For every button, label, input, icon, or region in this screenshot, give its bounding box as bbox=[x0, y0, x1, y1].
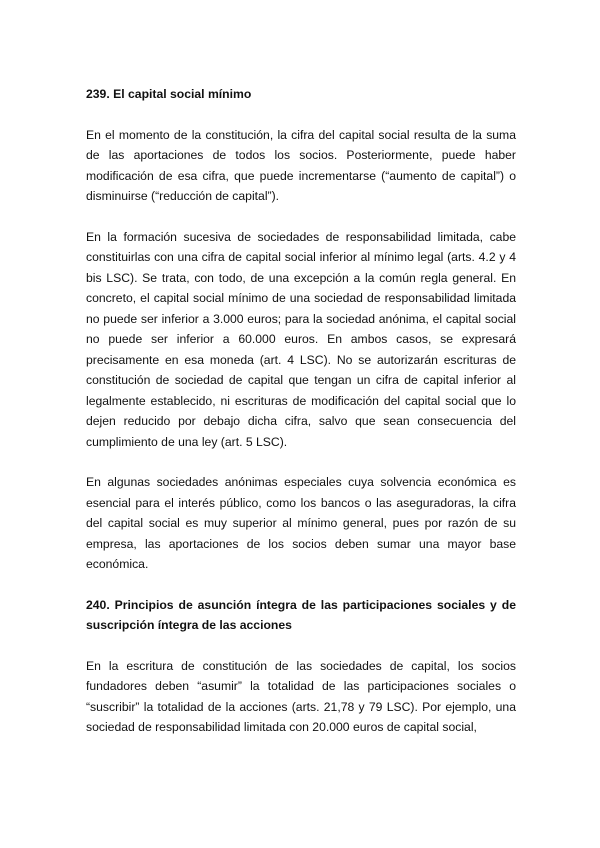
section-240-paragraph-1: En la escritura de constitución de las sociedades de capital, los socios fundadores deben “asumir” la totalidad de las participaciones sociales o “suscribir” la totalidad de la acciones (arts. 21,78 y 79 LSC). Por ejemplo, una sociedad de responsabilidad limitada con 20.000 euros de capital social, bbox=[86, 658, 516, 734]
section-239-paragraph-1: En el momento de la constitución, la cifra del capital social resulta de la suma de las aportaciones de todos los socios. Posteriormente, puede haber modificación de esa cifra, que puede incrementarse (“aumento de capital”) o disminuirse (“reducción de capital”). bbox=[86, 127, 516, 203]
section-239-paragraph-2: En la formación sucesiva de sociedades de responsabilidad limitada, cabe constituirlas con una cifra de capital social inferior al mínimo legal (arts. 4.2 y 4 bis LSC). Se trata, con todo, de una excepción a la común regla general. En concreto, el capital social mínimo de una sociedad de responsabilidad limitada no puede ser inferior a 3.000 euros; para la sociedad anónima, el capital social no puede ser inferior a 60.000 euros. En ambos casos, se expresará precisamente en esa moneda (art. 4 LSC). No se autorizarán escrituras de constitución de sociedad de capital que tengan un cifra de capital inferior al legalmente establecido, ni escrituras de modificación del capital social que lo dejen reducido por debajo dicha cifra, salvo que sean consecuencia del cumplimiento de una ley (art. 5 LSC). bbox=[86, 229, 516, 449]
section-239-paragraph-3: En algunas sociedades anónimas especiales cuya solvencia económica es esencial para el interés público, como los bancos o las aseguradoras, la cifra del capital social es muy superior al mínimo general, pues por razón de su empresa, las aportaciones de los socios deben sumar una mayor base económica. bbox=[86, 475, 516, 571]
page-body bbox=[86, 84, 516, 758]
section-240-heading: 240. Principios de asunción íntegra de las participaciones sociales y de suscripción íntegra de las acciones bbox=[86, 597, 516, 632]
section-239-heading: 239. El capital social mínimo bbox=[86, 87, 252, 101]
